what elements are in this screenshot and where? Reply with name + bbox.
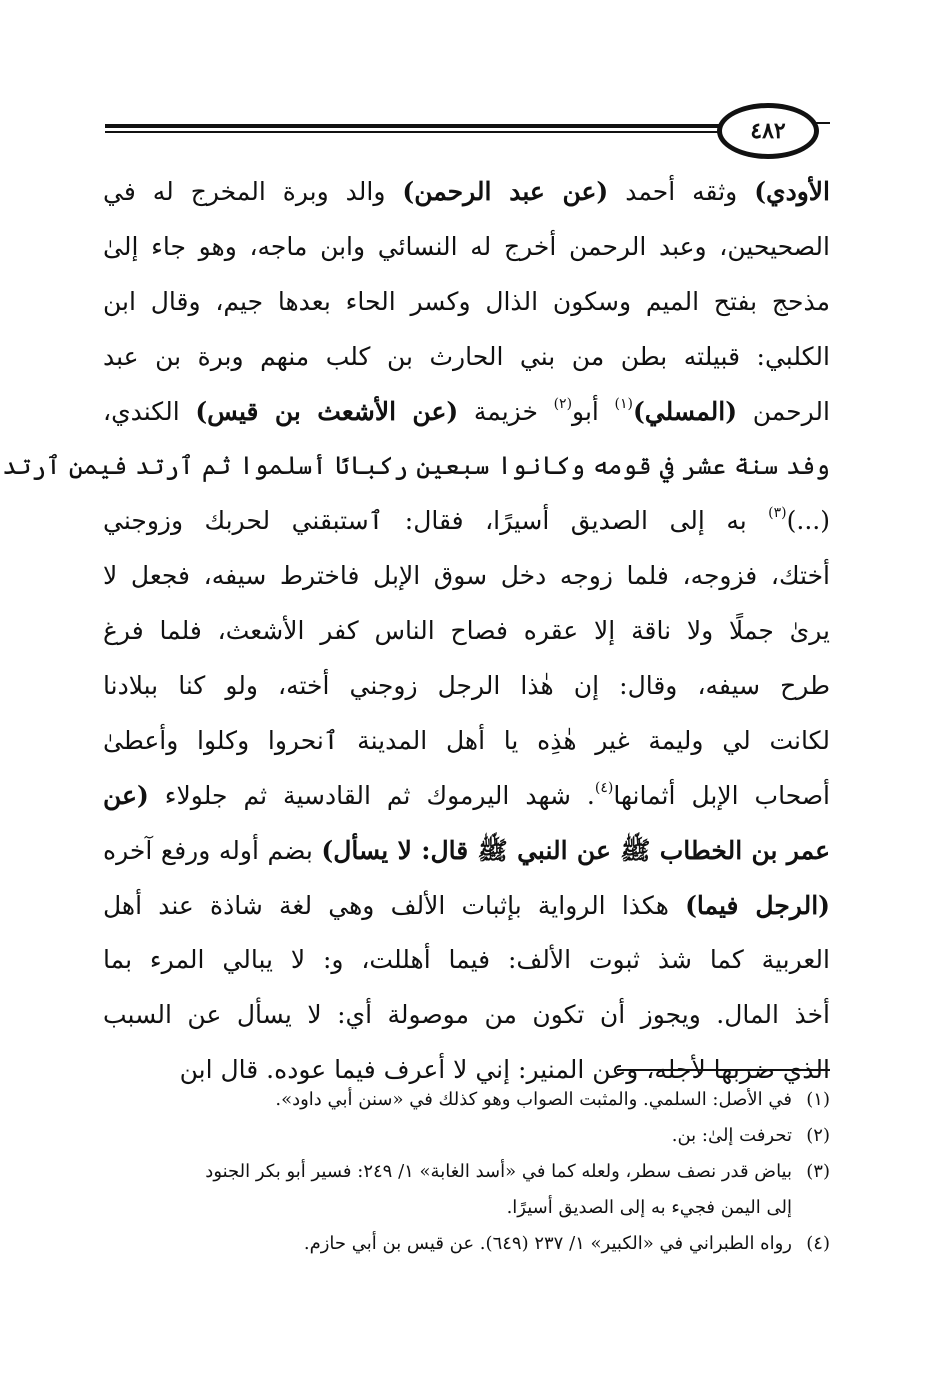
text-segment: الكلبي: قبيلته بطن من بني الحارث بن كلب منهم وبرة بن عبد	[103, 341, 830, 371]
text-segment: هكذا الرواية بإثبات الألف وهي لغة شاذة عند أهل	[103, 890, 686, 920]
text-line	[103, 165, 830, 220]
text-segment: أخذ المال. ويجوز أن تكون من موصولة أي: لا يسأل عن السبب	[103, 1000, 830, 1030]
text-segment: الصحيحين، وعبد الرحمن أخرج له النسائي وابن ماجه، وهو جاء إلىٰ	[103, 231, 830, 261]
text-segment: الذي ضربها لأجله، وعن المنير: إني لا أعرف فيما عوده. قال ابن	[179, 1055, 830, 1085]
footnote-text: تحرفت إلىٰ: بن.	[671, 1125, 792, 1146]
text-segment: مذحج بفتح الميم وسكون الذال وكسر الحاء بعدها جيم، وقال ابن	[103, 286, 830, 316]
footnote-text: في الأصل: السلمي. والمثبت الصواب وهو كذلك في «سنن أبي داود».	[275, 1089, 792, 1110]
text-segment: أبو	[572, 396, 615, 426]
text-line	[103, 385, 830, 440]
footnote-separator	[617, 1069, 830, 1071]
footnote	[103, 1226, 830, 1262]
text-line	[103, 988, 830, 1043]
text-segment: خزيمة	[458, 396, 554, 426]
bold-segment: الأودي)	[754, 177, 830, 206]
header-rule-right-stub	[816, 122, 830, 124]
text-segment: يرىٰ جملًا ولا ناقة إلا عقره فصاح الناس كفر الأشعث، فلما فرغ	[103, 616, 830, 646]
text-line	[103, 659, 830, 714]
footnote-text: إلى اليمن فجيء به إلى الصديق أسيرًا.	[506, 1197, 792, 1218]
bold-segment: (عن	[103, 780, 149, 810]
footnote-number: (١)	[806, 1089, 830, 1110]
text-line	[103, 549, 830, 604]
page-number-badge	[717, 103, 819, 159]
footnote-ref: (١)	[614, 395, 633, 412]
text-segment: الكندي،	[103, 396, 196, 426]
footnote-ref: (٢)	[553, 395, 573, 412]
text-line	[2, 439, 830, 494]
text-segment: (...)	[786, 506, 830, 536]
text-line	[103, 714, 830, 769]
footnote-number: (٤)	[806, 1233, 830, 1254]
bold-segment: (المسلي)	[632, 396, 738, 426]
footnote-ref: (٤)	[594, 779, 614, 796]
text-segment: لكانت لي وليمة غير هٰذِه يا أهل المدينة ٱنحروا وكلوا وأعطىٰ	[103, 725, 830, 755]
text-segment: أصحاب الإبل أثمانها	[613, 780, 831, 810]
text-line	[103, 604, 830, 659]
text-segment: . شهد اليرموك ثم القادسية ثم جلولاء	[148, 780, 595, 810]
text-line	[103, 494, 830, 549]
main-text	[2, 165, 831, 1098]
text-line	[103, 933, 830, 988]
footnote	[103, 1154, 830, 1190]
page-number: ٤٨٢	[750, 118, 786, 144]
footnote-text: بياض قدر نصف سطر، ولعله كما في «أسد الغابة» ١/ ٢٤٩: فسير أبو بكر الجنود	[205, 1161, 792, 1182]
text-line	[103, 824, 830, 879]
text-segment: وفد سنة عشر في قومه وكانوا سبعين ركبانًا أسلموا ثم ٱرتد فيمن ٱرتد	[2, 451, 830, 481]
footnote-number: (٣)	[806, 1161, 830, 1182]
header-rule-thin	[105, 131, 735, 133]
text-line	[103, 769, 830, 824]
footnote-ref: (٣)	[768, 505, 787, 522]
text-line	[103, 879, 830, 934]
text-line	[103, 220, 830, 275]
text-segment: وثقه أحمد	[608, 177, 755, 206]
bold-segment: (عن عبد الرحمن)	[402, 177, 609, 206]
footnotes	[103, 1082, 830, 1262]
text-segment: به إلى الصديق أسيرًا، فقال: ٱستبقني لحربك وزوجني	[103, 506, 769, 536]
text-line	[103, 275, 830, 330]
text-segment: والد وبرة المخرج له في	[103, 177, 403, 206]
footnote	[103, 1118, 830, 1154]
text-segment: طرح سيفه، وقال: إن هٰذا الرجل زوجني أخته، ولو كنا ببلادنا	[103, 671, 830, 701]
text-segment: أختك، فزوجه، فلما زوجه دخل سوق الإبل فاخترط سيفه، فجعل لا	[103, 561, 830, 591]
text-line	[103, 330, 830, 385]
footnote-text: رواه الطبراني في «الكبير» ١/ ٢٣٧ (٦٤٩). عن قيس بن أبي حازم.	[303, 1233, 792, 1254]
header-rule-thick	[105, 124, 735, 128]
footnote-number: (٢)	[806, 1125, 830, 1146]
text-segment: بضم أوله ورفع آخره	[103, 835, 322, 865]
bold-segment: (الرجل فيما)	[685, 890, 830, 920]
text-segment: الرحمن	[737, 396, 830, 426]
bold-segment: عمر بن الخطاب ﷺ عن النبي ﷺ قال: لا يسأل)	[321, 835, 830, 865]
footnote	[103, 1082, 830, 1118]
text-segment: العربية كما شذ ثبوت الألف: فيما أهللت، و: لا يبالي المرء بما	[103, 945, 830, 975]
footnote	[103, 1190, 830, 1226]
bold-segment: (عن الأشعث بن قيس)	[195, 396, 459, 426]
